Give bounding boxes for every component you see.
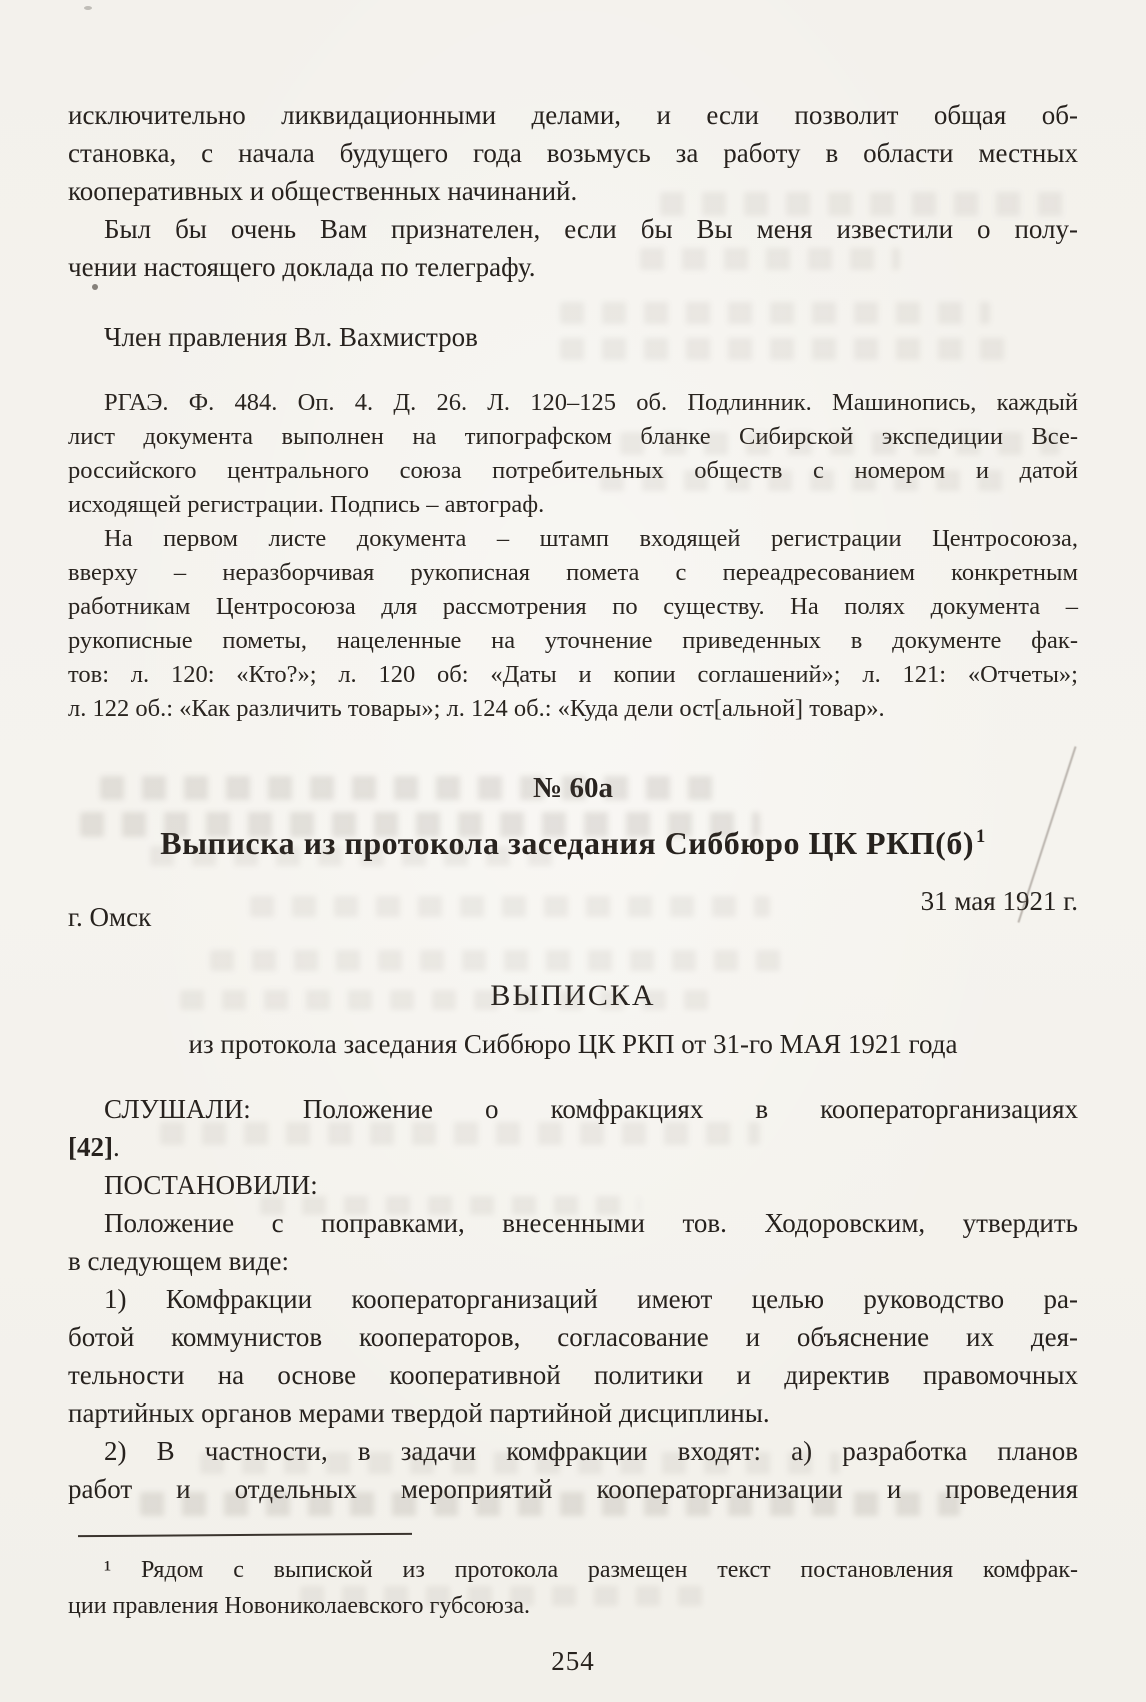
ink-speck-artifact bbox=[84, 6, 92, 10]
continuation-paragraph bbox=[68, 96, 1078, 210]
text-line: российского центрального союза потребительных обществ с номером и датой bbox=[68, 457, 1078, 484]
closing-paragraph bbox=[68, 210, 1078, 286]
document-title bbox=[68, 825, 1078, 862]
text-line: работникам Центросоюза для рассмотрения по существу. На полях документа – bbox=[68, 593, 1078, 620]
heard-paragraph bbox=[68, 1090, 1078, 1128]
document-60a bbox=[68, 772, 1078, 1508]
resolved-label: ПОСТАНОВИЛИ: bbox=[104, 1170, 318, 1200]
resolution-item-2 bbox=[68, 1432, 1078, 1508]
page-number: 254 bbox=[551, 1646, 595, 1676]
text-line: становка, с начала будущего года возьмусь за работу в области местных bbox=[68, 138, 1078, 168]
document-number-heading: № 60а bbox=[533, 772, 613, 804]
footnote-paragraph bbox=[68, 1552, 1078, 1624]
marginalia-description-paragraph bbox=[68, 522, 1078, 726]
text-line: 2) В частности, в задачи комфракции входят: а) разработка планов bbox=[104, 1436, 1078, 1466]
text-line: тельности на основе кооперативной политики и директив правомочных bbox=[68, 1360, 1078, 1390]
footnote-block bbox=[68, 1534, 1078, 1624]
text-line: Был бы очень Вам признателен, если бы Вы меня известили о полу- bbox=[104, 214, 1078, 244]
extract-subheading: из протокола заседания Сиббюро ЦК РКП от 31-го МАЯ 1921 года bbox=[188, 1029, 958, 1059]
text-line: ¹ Рядом с выпиской из протокола размещен текст постановления комфрак- bbox=[104, 1557, 1078, 1583]
archival-reference-paragraph bbox=[68, 386, 1078, 522]
footnote-separator-rule bbox=[78, 1533, 412, 1537]
text-line: рукописные пометы, нацеленные на уточнение приведенных в документе фак- bbox=[68, 627, 1078, 654]
title-footnote-mark: 1 bbox=[975, 826, 986, 848]
text-line: партийных органов мерами твердой партийной дисциплины. bbox=[68, 1398, 770, 1428]
signature-line: Член правления Вл. Вахмистров bbox=[104, 322, 478, 352]
editorial-doc-reference-period: . bbox=[112, 1132, 120, 1162]
text-line: ботой коммунистов кооператоров, согласование и объяснение их дея- bbox=[68, 1322, 1078, 1352]
text-line: исключительно ликвидационными делами, и если позволит общая об- bbox=[68, 100, 1078, 130]
text-line: тов: л. 120: «Кто?»; л. 120 об: «Даты и копии соглашений»; л. 121: «Отчеты»; bbox=[68, 661, 1078, 688]
text-line: СЛУШАЛИ: Положение о комфракциях в кооператорганизациях bbox=[104, 1094, 1078, 1124]
ink-speck-artifact bbox=[92, 284, 98, 290]
text-line: РГАЭ. Ф. 484. Оп. 4. Д. 26. Л. 120–125 об. Подлинник. Машинопись, каждый bbox=[104, 389, 1078, 416]
editorial-doc-reference: [42] bbox=[68, 1132, 113, 1162]
text-line: работ и отдельных мероприятий кооператорганизации и проведения bbox=[68, 1474, 1078, 1504]
resolution-intro-paragraph bbox=[68, 1204, 1078, 1280]
text-line: кооперативных и общественных начинаний. bbox=[68, 176, 578, 206]
extract-body bbox=[68, 1090, 1078, 1508]
text-line: лист документа выполнен на типографском бланке Сибирской экспедиции Все- bbox=[68, 423, 1078, 450]
archival-legend bbox=[68, 386, 1078, 726]
resolution-item-1 bbox=[68, 1280, 1078, 1432]
text-line: Положение с поправками, внесенными тов. Ходоровским, утвердить bbox=[104, 1208, 1078, 1238]
text-line: ции правления Новониколаевского губсоюза. bbox=[68, 1593, 530, 1619]
text-line: исходящей регистрации. Подпись – автограф. bbox=[68, 491, 545, 518]
previous-document-tail bbox=[68, 96, 1078, 286]
heard-reference-line bbox=[68, 1128, 1078, 1166]
date-label: 31 мая 1921 г. bbox=[920, 886, 1078, 916]
dateline bbox=[68, 886, 1078, 933]
place-label: г. Омск bbox=[68, 902, 152, 932]
text-line: чении настоящего доклада по телеграфу. bbox=[68, 252, 536, 282]
document-title-text: Выписка из протокола заседания Сиббюро ЦК РКП(б) bbox=[160, 825, 974, 861]
text-line: На первом листе документа – штамп входящей регистрации Центросоюза, bbox=[104, 525, 1078, 552]
text-line: л. 122 об.: «Как различить товары»; л. 124 об.: «Куда дели ост[альной] товар». bbox=[68, 695, 885, 722]
text-line: в следующем виде: bbox=[68, 1246, 290, 1276]
text-line: вверху – неразборчивая рукописная помета с переадресованием конкретным bbox=[68, 559, 1078, 586]
text-line: 1) Комфракции кооператорганизаций имеют целью руководство ра- bbox=[104, 1284, 1078, 1314]
extract-heading: ВЫПИСКА bbox=[490, 979, 656, 1012]
